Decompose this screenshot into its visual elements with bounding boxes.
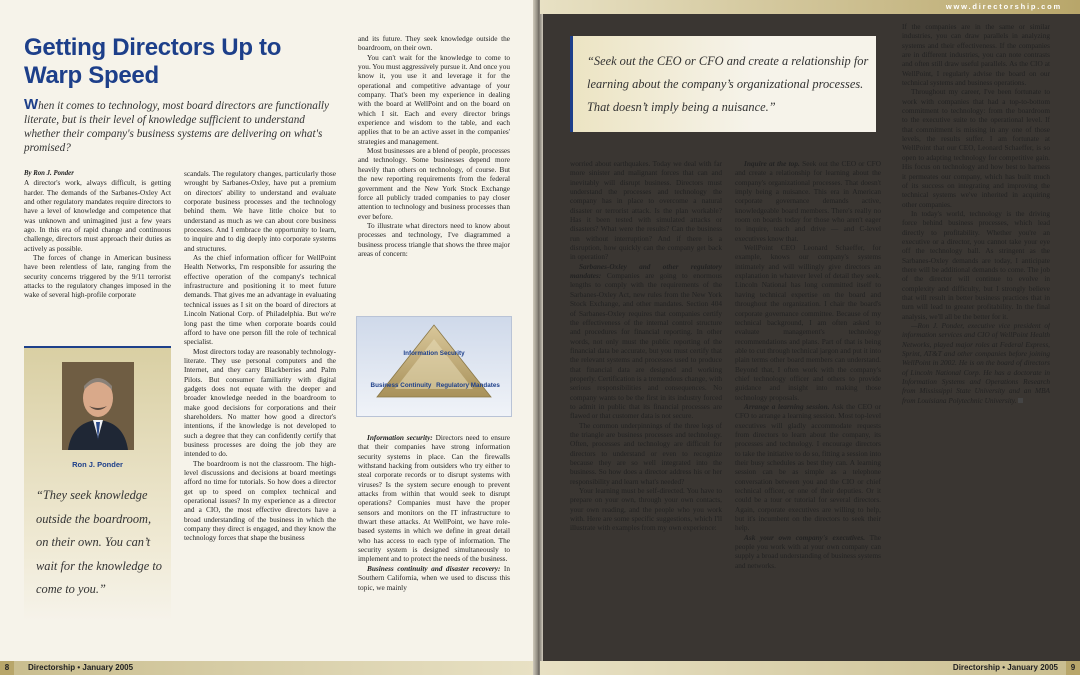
- column-6: [902, 22, 1050, 552]
- col6-para-1: If the companies are in the same or similar industries, you can draw parallels in analyzing systems and their effectiveness. If the companies are in different industries, you can note contrasts and often still draw useful parallels. As the CIO at WellPoint, I regularly advise the board on our technical systems and business operations.: [902, 22, 1050, 88]
- site-url: www.directorship.com: [945, 2, 1062, 11]
- author-photo-panel: [24, 346, 171, 621]
- right-page-number: 9: [1066, 661, 1080, 675]
- col1-para-2: The forces of change in American business have been relentless of late, ranging from the security concerns triggered by the 9/11 terrorist attacks to the regulatory changes imposed in the wake of several high-profile corporate: [24, 253, 171, 300]
- col5-para-2: WellPoint CEO Leonard Schaeffer, for example, knows our company's systems intimately and will willingly give directors an explanation in whatever level of detail they seek. Lincoln National has long committed itself to having technical expertise on the board and throughout the organization. I chair the board's corporate governance committee. Because of my technical background, I am often asked to evaluate management's technology recommendations and plans. Part of that is being able to cut through technical jargon and put it into plain terms other board members can understand. Beyond that, I often work with the company's chief technology officer and others to provide guidance and insight into making those technology proposals.: [735, 243, 881, 402]
- spine-gutter: [533, 0, 543, 675]
- column-5: [735, 159, 881, 641]
- byline: By Ron J. Ponder: [24, 170, 74, 177]
- right-pull-quote: [570, 36, 876, 132]
- diagram-left-label: Business Continuity: [370, 382, 432, 389]
- sox-text: Companies are going to enormous lengths to comply with the requirements of the Sarbanes-Oxley Act, new rules from the New York Stock Exchange, and other mandates. Section 404 of Sarbanes-Oxley requires that companies certify the effectiveness of the internal control structure and procedures for financial reporting. In other words, not only must the public reporting of the financial data be accurate, but you must certify that the relevant systems and processes used to produce that financial data are designed and working properly. Certification is a tremendous change, with serious responsibilities and consequences. No company wants to be the first in its industry forced to admit in public that its financial processes are flawed or that customer data is not secure.: [570, 271, 722, 421]
- right-footer-text: Directorship • January 2005: [952, 663, 1058, 672]
- continuity-text: In Southern California, when we used to discuss this topic, we mainly: [358, 563, 510, 592]
- col3-para-1: and its future. They seek knowledge outside the boardroom, on their own.: [358, 34, 510, 53]
- col2-para-1: scandals. The regulatory changes, particularly those wrought by Sarbanes-Oxley, have put a premium on directors' ability to understand and evaluate corporate business processes and the technology behind them. We have little choice but to understand as much as we can about core business processes. And I embrace the opportunity to learn, to inquire and to dig deeply into corporate systems and structures.: [184, 169, 336, 253]
- col1-para-1: A director's work, always difficult, is getting harder. The demands of the Sarbanes-Oxley Act and other regulatory mandates require directors to have a level of knowledge and competence that was unknown and unimagined just a few years ago. In this era of rapid change and continuous challenge, directors must approach their duties as actively as possible.: [24, 178, 171, 253]
- author-bio: —Ron J. Ponder, executive vice president of information services and CIO of WellPoint Health Networks, played major roles at Federal Express, Sprint, AT&T and other companies before joining WellPoint in 2002. He is on the board of directors of Lincoln National Corp. He has a doctorate in Information Systems and Operations Research from Mississippi State University and an MBA from Louisiana Polytechnic University.: [902, 321, 1050, 405]
- col2-para-4: The boardroom is not the classroom. The high-level discussions and decisions at board meetings afford no time for tutorials. So how does a director get up to speed on complex technical and operational issues? In my experience as a director and a CIO, the most effective directors have a broad understanding of the business in which the company they direct is engaged, and they know the technology forces that shape the business: [184, 458, 336, 543]
- deck-initial: W: [24, 96, 39, 113]
- continuity-lead: Business continuity and disaster recovery:: [367, 563, 501, 573]
- column-2: [184, 169, 336, 641]
- col2-para-3: Most directors today are reasonably technology-literate. They use personal computers and the Internet, and they carry Blackberries and Palm Pilots. But consumer familiarity with digital gadgets does not equate with the deeper and broader knowledge needed in the boardroom to make good decisions for corporations and their shareholders. No matter how good a director's intentions, if the knowledge is not developed to such a degree that they can confidently certify that business processes are doing the job they are intended to do.: [184, 346, 336, 459]
- column-4: [570, 159, 722, 641]
- left-page-number: 8: [0, 661, 14, 675]
- executives-lead: Ask your own company's executives.: [744, 532, 866, 542]
- column-3: [358, 34, 510, 306]
- col3-para-4: To illustrate what directors need to know about processes and technology, I've diagrammed a business process triangle that shows the three major areas of concern:: [358, 220, 510, 258]
- deck-text: hen it comes to technology, most board directors are functionally literate, but is their level of knowledge sufficient to understand whether their company's business systems are delivering on what's promised?: [24, 100, 330, 154]
- info-security-lead: Information security:: [367, 433, 433, 442]
- column-3b: [358, 433, 510, 641]
- photo-pull-quote: “They seek knowledge outside the boardroom, on their own. You can’t wait for the knowledge to come to you.”: [36, 488, 162, 596]
- left-page: [0, 0, 536, 675]
- col6-para-3: In today's world, technology is the driving force behind business processes, which lead directly to profitability. Whether you're an executive or a director, you cannot take your eye off the technology ball. As stringent as the Sarbanes-Oxley demands are today, I anticipate there will be additional demands to come. The job of the director will continue to evolve in complexity and difficulty, but I strongly believe that will result in better business practices that in turn will lead to greater profitability. In the final analysis, we'll all be the better for it.: [902, 208, 1050, 321]
- column-1: [24, 169, 171, 339]
- col2-para-2: As the chief information officer for WellPoint Health Networks, I'm responsible for assuring the effective operation of the company's technical infrastructure and positioning it to meet future demands. That gives me an advantage in evaluating technical issues as I sit on the board of directors at Lincoln National Corp. of Philadelphia. But we're long past the time when corporate boards could afford to have one person fill the role of technical specialist.: [184, 253, 336, 347]
- executives-text: The people you work with at your own company can supply a broad understanding of business systems and networks.: [735, 532, 881, 570]
- learning-text: Ask the CEO or CFO to arrange a learning session. Most top-level executives will gladly accommodate requests from directors to learn about the company, its processes and technology. I encourage directors to take the initiative to do so, fitting a session into their busy schedules as best they can. A learning session can be as simple as a telephone conversation between you and the CIO or chief technical officer, or one of their deputies. Or it could be a tour or tutorial for several directors. Again, corporate executives are willing to help, but it's incumbent on the directors to seek their help.: [735, 401, 881, 533]
- inquire-text: Seek out the CEO or CFO and create a relationship for learning about the company's organizational processes. That doesn't imply being a nuisance. This era in American corporate governance demands active, knowledgeable board members. There's really no room on boards today for those who aren't eager to inquire, teach and drive — and C-level executives know that.: [735, 159, 881, 243]
- col3-para-2: You can't wait for the knowledge to come to you. You must aggressively pursue it. And once you know it, you use it and leverage it for the operational and competitive advantage of your company. That's been my experience in dealing with the board at WellPoint and on the board on which I sit. Each and every director brings experience and wisdom to the table, and each applies that to be an active asset in the companies' strategies and management.: [358, 52, 510, 146]
- photo-caption-name: Ron J. Ponder: [72, 460, 123, 469]
- col4-para-3: The common underpinnings of the three legs of the triangle are business processes and technology. Often, processes and technology are difficult for directors to understand or even to recognize because they are so well integrated into the business. So how does a director address his or her responsibility and learn what's needed?: [570, 420, 722, 486]
- article-title: Getting Directors Up to Warp Speed: [24, 34, 282, 89]
- sox-lead: Sarbanes-Oxley and other regulatory mandates:: [570, 261, 722, 281]
- col4-para-1: worried about earthquakes. Today we deal with far more sinister and malignant forces that can and inevitably will disrupt business. Directors must understand the processes and technology the company has in place to overcome a natural disaster or terrorist attack. Is the plan workable? Has it been tested with simulated attacks or disasters? What were the results? Can the business run without interruption? And if there is a disruption, how quickly can the company get back in operation?: [570, 159, 722, 262]
- end-mark-icon: [1018, 398, 1023, 403]
- col4-para-4: Your learning must be self-directed. You have to prepare on your own, through your own contacts, your own reading, and the people who you work with. Here are some specific suggestions, which I'll illustrate with examples from my own experience:: [570, 486, 722, 533]
- article-deck: [24, 98, 334, 155]
- diagram-right-label: Regulatory Mandates: [436, 382, 500, 389]
- col3-para-3: Most businesses are a blend of people, processes and technology. Some businesses depend more heavily than others on technology, of course. But the new reporting requirements from the federal government and the New York Stock Exchange force all publicly traded companies to pay closer attention to technology and business processes than ever before.: [358, 146, 510, 221]
- left-footer-text: Directorship • January 2005: [28, 663, 134, 672]
- diagram-top-label: Information Security: [403, 350, 465, 357]
- pull-quote-text: “Seek out the CEO or CFO and create a relationship for learning about the company’s organizational processes. That doesn’t imply being a nuisance.”: [587, 54, 869, 114]
- col6-para-2: Throughout my career, I've been fortunate to work with companies that had a top-to-bottom commitment to technology: from the boardroom to the executive suite to the operational level. If that commitment is missing in any one of those levels, the results suffer. I am fortunate at WellPoint that our CEO, Leonard Schaeffer, is so open to adapting technology for competitive gain. His focus on technology and how best to harness it permeates our company, which has built much of its success on integrating and improving the technical systems we've inherited in acquiring other companies.: [902, 87, 1050, 209]
- info-security-text: Directors need to ensure that their companies have strong information security systems in place. Can the firewalls withstand hacking from outsiders who try either to steal corporate records or to disrupt systems with viruses? Is the system secure enough to prevent attacks from within that would seek to disrupt operations? Companies must have the proper sensors and monitors on the IT infrastructure to thwart these attacks. At WellPoint, we have role-based systems in which we define in great detail who has access to each type of information. The security system is designed simultaneously to implement and to protect the needs of the business.: [358, 433, 510, 564]
- learning-lead: Arrange a learning session.: [744, 401, 830, 411]
- business-process-triangle: [356, 316, 512, 417]
- header-bar: [540, 0, 1080, 14]
- inquire-lead: Inquire at the top.: [744, 159, 800, 168]
- author-photo: [62, 362, 134, 450]
